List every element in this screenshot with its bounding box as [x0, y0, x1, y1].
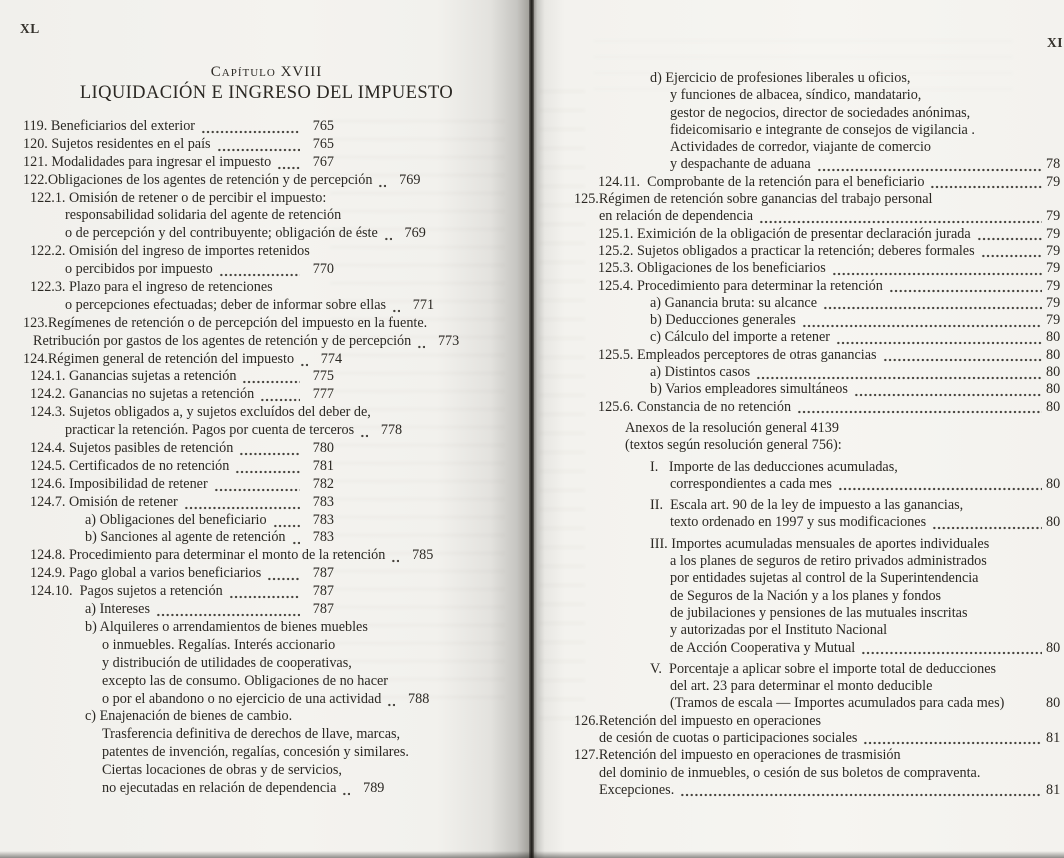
dot-leader — [759, 208, 1042, 225]
toc-entry-text: a) Distintos casos — [650, 364, 751, 381]
toc-entry — [574, 174, 1064, 191]
toc-entry — [23, 136, 334, 154]
toc-entry-text: o por el abandono o no ejercicio de una actividad — [102, 690, 382, 707]
page-number: 777 — [312, 386, 334, 403]
toc-entry — [23, 207, 342, 225]
page-number: 769 — [404, 225, 426, 242]
toc-entry — [23, 279, 334, 297]
page-number: 778 — [380, 422, 403, 439]
toc-entry-text: o percibidos por impuesto — [65, 261, 213, 278]
toc-entry — [574, 782, 1064, 799]
toc-entry-text: 124.4. Sujetos pasibles de retención — [30, 440, 234, 457]
dot-leader — [214, 476, 300, 494]
dot-leader — [239, 440, 300, 458]
toc-entry-text: por entidades sujetas al control de la Superintendencia — [670, 570, 979, 587]
toc-entry — [23, 565, 334, 583]
toc-entry — [23, 672, 389, 691]
dot-leader — [219, 261, 300, 279]
page-number: 775 — [312, 368, 334, 385]
toc-entry — [574, 329, 1064, 346]
toc-entry — [23, 529, 334, 547]
toc-entry — [574, 295, 1064, 312]
page-number: 79 — [1046, 277, 1061, 294]
toc-entry-text: 124.8. Procedimiento para determinar el monto de la retención — [30, 547, 386, 564]
dot-leader — [883, 347, 1042, 364]
dot-leader — [977, 226, 1042, 243]
toc-entry-text: Actividades de corredor, viajante de comercio — [670, 139, 931, 156]
toc-entry — [23, 637, 334, 655]
toc-entry-text: y autorizadas por el Instituto Nacional — [670, 622, 888, 639]
page-number: 79 — [1046, 225, 1061, 242]
toc-entry — [574, 476, 1064, 493]
page-number: 78 — [1046, 156, 1061, 173]
toc-left-column — [23, 118, 460, 798]
dot-leader — [235, 458, 300, 476]
page-number: 783 — [312, 511, 334, 528]
toc-entry — [23, 404, 371, 422]
toc-entry — [23, 190, 334, 208]
toc-entry — [23, 118, 334, 136]
toc-entry — [23, 154, 334, 172]
toc-entry — [574, 765, 1064, 782]
toc-entry-text: a) Ganancia bruta: su alcance — [650, 294, 818, 311]
toc-entry-text: o inmuebles. Regalías. Interés accionario — [102, 636, 336, 653]
toc-entry — [574, 105, 1064, 122]
toc-entry — [574, 678, 1064, 695]
page-number: 783 — [312, 529, 334, 546]
toc-entry — [23, 458, 334, 476]
toc-entry-text: 124.6. Imposibilidad de retener — [30, 475, 208, 492]
page-number: 771 — [412, 296, 435, 313]
toc-entry-text: II. Escala art. 90 de la ley de impuesto a las ganancias, — [650, 497, 964, 514]
toc-entry — [574, 420, 1064, 437]
toc-entry — [23, 476, 334, 494]
dot-leader — [387, 691, 395, 709]
toc-entry-text: 122.Obligaciones de los agentes de retención y de percepción — [23, 171, 373, 188]
toc-entry-text: 122.2. Omisión del ingreso de importes retenidos — [30, 243, 310, 260]
page-number: 769 — [399, 171, 421, 188]
toc-entry — [574, 713, 1064, 730]
toc-entry-text: 124.11. Comprobante de la retención para el beneficiario — [598, 173, 925, 190]
toc-entry — [23, 494, 334, 512]
toc-entry — [23, 261, 334, 279]
toc-entry — [574, 605, 1064, 622]
dot-leader — [392, 297, 400, 315]
toc-entry-text: de cesión de cuotas o participaciones sociales — [599, 729, 858, 746]
toc-entry-text: (Tramos de escala — Importes acumulados para cada mes) — [670, 695, 1005, 712]
page-number: 785 — [412, 547, 434, 564]
toc-entry-text: b) Varios empleadores simultáneos — [650, 381, 848, 398]
page-number: 80 — [1046, 329, 1061, 346]
dot-leader — [832, 260, 1042, 277]
page-number: 80 — [1046, 695, 1061, 712]
dot-leader — [836, 329, 1042, 346]
dot-leader — [932, 514, 1042, 531]
page-number: 81 — [1046, 729, 1061, 746]
page-number: 79 — [1046, 173, 1061, 190]
toc-entry-text: a) Intereses — [85, 601, 150, 618]
dot-leader — [930, 174, 1042, 191]
toc-entry — [23, 762, 342, 780]
page-number: 781 — [312, 457, 334, 474]
toc-entry — [23, 744, 409, 762]
toc-entry-text: Trasferencia definitiva de derechos de llave, marcas, — [102, 726, 401, 743]
toc-entry — [574, 661, 1064, 678]
toc-entry-text: 125.6. Constancia de no retención — [598, 398, 792, 415]
left-page-folio: XL — [20, 21, 40, 36]
page-number: 788 — [408, 690, 430, 707]
toc-entry — [574, 622, 1064, 639]
toc-entry-text: del dominio de inmuebles, o cesión de sus boletos de compraventa. — [599, 764, 981, 781]
dot-leader — [277, 154, 300, 172]
toc-entry — [23, 690, 430, 709]
toc-entry-text: 123.Regímenes de retención o de percepción del impuesto en la fuente. — [23, 314, 428, 331]
toc-entry-text: Excepciones. — [599, 781, 675, 798]
dot-leader — [1006, 695, 1044, 712]
toc-entry-text: o de percepción y del contribuyente; obligación de éste — [65, 225, 378, 242]
toc-entry-text: (textos según resolución general 756): — [625, 437, 842, 454]
toc-entry — [574, 312, 1064, 329]
toc-entry-text: 124.10. Pagos sujetos a retención — [30, 583, 223, 600]
toc-entry-text: 120. Sujetos residentes en el país — [23, 135, 211, 152]
toc-entry-text: 124.5. Certificados de no retención — [30, 457, 230, 474]
dot-leader — [273, 512, 300, 530]
page-number: 774 — [320, 350, 343, 367]
toc-entry — [574, 364, 1064, 381]
right-page-folio: XI — [1047, 35, 1064, 50]
toc-entry-text: 125.5. Empleados perceptores de otras ganancias — [598, 346, 877, 363]
dot-leader — [854, 381, 1042, 398]
page-number: 80 — [1046, 475, 1061, 492]
page-number: 787 — [312, 601, 334, 618]
dot-leader — [756, 364, 1042, 381]
dot-leader — [838, 476, 1042, 493]
toc-entry — [23, 243, 334, 261]
toc-entry — [574, 730, 1064, 747]
dot-leader — [417, 333, 425, 351]
toc-entry — [23, 368, 334, 386]
page-number: 770 — [312, 261, 334, 278]
chapter-heading — [0, 62, 533, 104]
toc-entry — [574, 226, 1064, 243]
toc-entry — [574, 191, 1064, 208]
toc-entry — [23, 171, 421, 190]
dot-leader — [260, 386, 300, 404]
toc-entry — [574, 278, 1064, 295]
toc-entry — [574, 70, 1064, 87]
toc-entry-text: o percepciones efectuadas; deber de informar sobre ellas — [65, 296, 387, 313]
toc-entry — [574, 497, 1064, 514]
dot-leader — [300, 351, 308, 369]
dot-leader — [391, 547, 399, 565]
toc-entry-text: b) Deducciones generales — [650, 312, 796, 329]
toc-entry — [574, 208, 1064, 225]
toc-entry — [574, 536, 1064, 553]
toc-entry — [574, 695, 1064, 712]
toc-entry-text: patentes de invención, regalías, concesión y similares. — [102, 744, 409, 761]
toc-entry-text: 125.Régimen de retención sobre ganancias del trabajo personal — [574, 191, 933, 208]
page-number: 80 — [1046, 346, 1061, 363]
toc-entry-text: 124.7. Omisión de retener — [30, 493, 178, 510]
page-number: 79 — [1046, 242, 1061, 259]
dot-leader — [802, 312, 1042, 329]
toc-entry — [574, 399, 1064, 416]
toc-entry — [23, 708, 334, 726]
dot-leader — [217, 136, 300, 154]
toc-entry-text: 127.Retención del impuesto en operaciones de trasmisión — [574, 747, 901, 764]
toc-entry — [23, 654, 352, 673]
toc-entry — [23, 512, 334, 530]
toc-entry — [23, 386, 334, 404]
dot-leader — [797, 399, 1042, 416]
toc-entry-text: 125.4. Procedimiento para determinar la retención — [598, 277, 883, 294]
toc-entry-text: 121. Modalidades para ingresar el impuesto — [23, 153, 272, 170]
page-number: 782 — [312, 475, 334, 492]
toc-entry-text: gestor de negocios, director de sociedades anónimas, — [670, 104, 971, 121]
toc-entry-text: practicar la retención. Pagos por cuenta de terceros — [65, 422, 355, 439]
right-page — [533, 0, 1064, 858]
toc-entry-text: y funciones de albacea, síndico, mandatario, — [670, 87, 922, 104]
dot-leader — [823, 295, 1042, 312]
toc-entry — [574, 347, 1064, 364]
toc-entry-text: de jubilaciones y pensiones de las mutuales inscritas — [670, 604, 968, 621]
toc-entry — [574, 459, 1064, 476]
page-number: 80 — [1046, 514, 1061, 531]
toc-entry — [23, 547, 434, 565]
toc-entry — [23, 618, 368, 637]
toc-entry-text: no ejecutadas en relación de dependencia — [102, 779, 337, 796]
dot-leader — [981, 243, 1042, 260]
toc-entry-text: 125.3. Obligaciones de los beneficiarios — [598, 260, 826, 277]
toc-entry-text: 125.2. Sujetos obligados a practicar la retención; deberes formales — [598, 242, 975, 259]
dot-leader — [201, 118, 300, 136]
dot-leader — [817, 156, 1042, 173]
dot-leader — [242, 368, 300, 386]
toc-entry — [574, 381, 1064, 398]
dot-leader — [861, 640, 1042, 657]
toc-entry — [574, 553, 1064, 570]
dot-leader — [889, 278, 1042, 295]
toc-entry — [23, 440, 334, 458]
dot-leader — [384, 225, 392, 243]
page-number: 79 — [1046, 294, 1061, 311]
toc-entry — [23, 350, 343, 369]
toc-entry — [23, 583, 334, 601]
page-number: 773 — [437, 332, 460, 349]
page-number: 783 — [312, 493, 334, 510]
toc-entry-text: 124.1. Ganancias sujetas a retención — [30, 368, 237, 385]
chapter-label: Capítulo XVIII — [210, 64, 323, 80]
toc-entry — [23, 314, 428, 333]
toc-entry — [574, 588, 1064, 605]
page-number: 765 — [312, 118, 334, 134]
dot-leader — [360, 422, 368, 440]
toc-entry — [23, 332, 460, 351]
toc-entry-text: a los planes de seguros de retiro privados administrados — [670, 553, 987, 570]
page-number: 80 — [1046, 398, 1061, 415]
toc-entry-text: 119. Beneficiarios del exterior — [23, 118, 196, 134]
page-number: 787 — [312, 583, 334, 600]
page-number: 79 — [1046, 208, 1061, 225]
toc-entry-text: de Acción Cooperativa y Mutual — [670, 639, 856, 656]
toc-entry-text: Retribución por gastos de los agentes de retención y de percepción — [33, 332, 412, 349]
toc-entry-text: responsabilidad solidaria del agente de retención — [65, 207, 342, 224]
toc-entry — [574, 747, 1064, 764]
page-number: 79 — [1046, 312, 1061, 329]
toc-entry-text: 124.9. Pago global a varios beneficiarios — [30, 565, 262, 582]
dot-leader — [342, 780, 350, 798]
toc-entry — [574, 640, 1064, 657]
toc-entry-text: y distribución de utilidades de cooperativas, — [102, 654, 352, 671]
page-number: 787 — [312, 565, 334, 582]
toc-entry-text: III. Importes acumuladas mensuales de aportes individuales — [650, 535, 990, 552]
page-number: 80 — [1046, 364, 1061, 381]
toc-entry-text: 126.Retención del impuesto en operaciones — [574, 712, 822, 729]
dot-leader — [156, 601, 300, 619]
toc-entry — [23, 225, 426, 243]
toc-entry-text: 122.3. Plazo para el ingreso de retenciones — [30, 279, 273, 296]
toc-entry — [574, 156, 1064, 173]
page-number: 80 — [1046, 639, 1061, 656]
toc-entry-text: b) Alquileres o arrendamientos de bienes muebles — [85, 618, 368, 635]
toc-entry-text: excepto las de consumo. Obligaciones de no hacer — [102, 672, 389, 689]
toc-entry — [23, 779, 385, 798]
toc-entry-text: a) Obligaciones del beneficiario — [85, 511, 267, 528]
page-number: 789 — [363, 779, 385, 796]
dot-leader — [184, 494, 300, 512]
toc-entry — [574, 437, 1064, 454]
scan-edge-shadow — [0, 851, 1064, 858]
toc-entry-text: correspondientes a cada mes — [670, 475, 832, 492]
dot-leader — [863, 730, 1042, 747]
page-number: 80 — [1046, 381, 1061, 398]
toc-entry-text: de Seguros de la Nación y a los planes y fondos — [670, 587, 942, 604]
page-number: 81 — [1046, 781, 1061, 798]
chapter-title: LIQUIDACIÓN E INGRESO DEL IMPUESTO — [79, 83, 454, 103]
book-gutter-shadow — [529, 0, 534, 858]
toc-entry — [23, 296, 435, 315]
toc-entry — [574, 514, 1064, 531]
page-number: 79 — [1046, 260, 1061, 277]
page-number: 765 — [312, 135, 334, 152]
toc-entry-text: c) Cálculo del importe a retener — [650, 329, 831, 346]
toc-entry — [574, 87, 1064, 104]
toc-entry — [23, 422, 403, 440]
page-number: 767 — [312, 153, 334, 170]
toc-entry-text: b) Sanciones al agente de retención — [85, 529, 286, 546]
toc-entry-text: en relación de dependencia — [599, 208, 754, 225]
toc-entry-text: 124.Régimen general de retención del impuesto — [23, 350, 295, 367]
toc-entry-text: y despachante de aduana — [670, 156, 811, 173]
toc-entry — [574, 243, 1064, 260]
toc-entry-text: Ciertas locaciones de obras y de servicios, — [102, 762, 342, 779]
dot-leader — [378, 172, 386, 190]
toc-entry-text: 125.1. Eximición de la obligación de presentar declaración jurada — [598, 225, 971, 242]
toc-entry-text: V. Porcentaje a aplicar sobre el importe total de deducciones — [650, 660, 997, 677]
page-number: 780 — [312, 440, 334, 457]
toc-entry-text: c) Enajenación de bienes de cambio. — [85, 708, 293, 725]
dot-leader — [229, 583, 300, 601]
toc-right-column — [574, 70, 1064, 799]
dot-leader — [680, 782, 1042, 799]
toc-entry-text: texto ordenado en 1997 y sus modificaciones — [670, 514, 927, 531]
toc-entry-text: fideicomisario e integrante de consejos de vigilancia . — [670, 121, 975, 138]
toc-entry — [574, 139, 1064, 156]
toc-entry-text: 124.3. Sujetos obligados a, y sujetos excluídos del deber de, — [30, 404, 371, 421]
toc-entry — [574, 122, 1064, 139]
toc-entry — [23, 601, 334, 619]
dot-leader — [267, 565, 300, 583]
toc-entry-text: 122.1. Omisión de retener o de percibir el impuesto: — [30, 189, 327, 206]
toc-entry-text: 124.2. Ganancias no sujetas a retención — [30, 386, 255, 403]
toc-entry — [574, 570, 1064, 587]
toc-entry-text: d) Ejercicio de profesiones liberales u oficios, — [650, 70, 911, 86]
toc-entry-text: Anexos de la resolución general 4139 — [625, 419, 839, 436]
toc-entry-text: I. Importe de las deducciones acumuladas, — [650, 458, 898, 475]
toc-entry — [574, 260, 1064, 277]
toc-entry-text: del art. 23 para determinar el monto deducible — [670, 678, 933, 695]
toc-entry — [23, 726, 401, 744]
dot-leader — [292, 529, 300, 547]
